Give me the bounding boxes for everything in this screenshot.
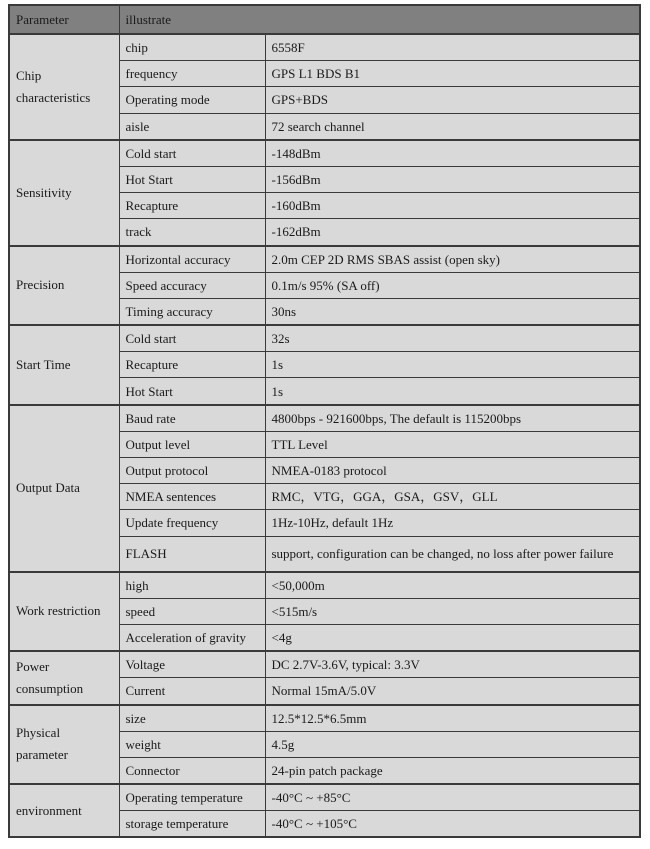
row-label: aisle xyxy=(119,113,265,140)
row-label: weight xyxy=(119,731,265,757)
row-value: -160dBm xyxy=(265,193,640,219)
row-label: Operating temperature xyxy=(119,784,265,811)
row-label: Output protocol xyxy=(119,458,265,484)
group-output-data: Output Data xyxy=(9,405,119,572)
group-physical-parameter: Physical parameter xyxy=(9,705,119,785)
row-value: 24-pin patch package xyxy=(265,757,640,784)
row-value: <4g xyxy=(265,624,640,651)
row-value: -40°C ~ +105°C xyxy=(265,811,640,838)
row-value: 1s xyxy=(265,352,640,378)
row-label: storage temperature xyxy=(119,811,265,838)
row-label: Hot Start xyxy=(119,378,265,405)
row-label: Cold start xyxy=(119,140,265,167)
row-value: -40°C ~ +85°C xyxy=(265,784,640,811)
row-label: Voltage xyxy=(119,651,265,678)
row-label: Baud rate xyxy=(119,405,265,432)
row-value: 32s xyxy=(265,325,640,352)
group-power-consumption: Power consumption xyxy=(9,651,119,704)
row-value: GPS L1 BDS B1 xyxy=(265,61,640,87)
row-label: Recapture xyxy=(119,193,265,219)
row-value: -162dBm xyxy=(265,219,640,246)
row-value: 4800bps - 921600bps, The default is 115200bps xyxy=(265,405,640,432)
header-parameter: Parameter xyxy=(9,5,119,34)
table-row xyxy=(9,572,640,599)
group-work-restriction: Work restriction xyxy=(9,572,119,652)
table-row xyxy=(9,705,640,732)
row-label: size xyxy=(119,705,265,732)
row-value: GPS+BDS xyxy=(265,87,640,113)
row-value: support, configuration can be changed, no loss after power failure xyxy=(265,536,640,572)
row-label: Horizontal accuracy xyxy=(119,246,265,273)
row-value: 6558F xyxy=(265,34,640,61)
row-value: 0.1m/s 95% (SA off) xyxy=(265,272,640,298)
row-label: Acceleration of gravity xyxy=(119,624,265,651)
row-label: Output level xyxy=(119,431,265,457)
row-value: 72 search channel xyxy=(265,113,640,140)
row-value: 2.0m CEP 2D RMS SBAS assist (open sky) xyxy=(265,246,640,273)
group-chip-characteristics: Chip characteristics xyxy=(9,34,119,140)
row-label: FLASH xyxy=(119,536,265,572)
row-label: Cold start xyxy=(119,325,265,352)
table-row xyxy=(9,325,640,352)
row-label: Speed accuracy xyxy=(119,272,265,298)
header-illustrate: illustrate xyxy=(119,5,640,34)
header-row xyxy=(9,5,640,34)
table-row xyxy=(9,651,640,678)
row-value: 4.5g xyxy=(265,731,640,757)
row-value: DC 2.7V-3.6V, typical: 3.3V xyxy=(265,651,640,678)
row-label: chip xyxy=(119,34,265,61)
row-value: NMEA-0183 protocol xyxy=(265,458,640,484)
row-value: 12.5*12.5*6.5mm xyxy=(265,705,640,732)
row-label: Timing accuracy xyxy=(119,298,265,325)
group-sensitivity: Sensitivity xyxy=(9,140,119,246)
row-label: high xyxy=(119,572,265,599)
row-value: TTL Level xyxy=(265,431,640,457)
table-row xyxy=(9,784,640,811)
table-row xyxy=(9,140,640,167)
group-precision: Precision xyxy=(9,246,119,326)
row-value: -148dBm xyxy=(265,140,640,167)
row-label: Current xyxy=(119,678,265,705)
row-value: 1s xyxy=(265,378,640,405)
row-label: speed xyxy=(119,598,265,624)
row-label: Hot Start xyxy=(119,166,265,192)
table-row xyxy=(9,34,640,61)
row-label: frequency xyxy=(119,61,265,87)
table-row xyxy=(9,405,640,432)
row-label: Operating mode xyxy=(119,87,265,113)
row-value: 1Hz-10Hz, default 1Hz xyxy=(265,510,640,536)
spec-table xyxy=(8,4,641,838)
group-start-time: Start Time xyxy=(9,325,119,405)
row-label: track xyxy=(119,219,265,246)
row-value: -156dBm xyxy=(265,166,640,192)
row-value: Normal 15mA/5.0V xyxy=(265,678,640,705)
row-value: <50,000m xyxy=(265,572,640,599)
row-value: <515m/s xyxy=(265,598,640,624)
row-label: Recapture xyxy=(119,352,265,378)
row-label: Update frequency xyxy=(119,510,265,536)
row-value: RMC，VTG，GGA，GSA，GSV，GLL xyxy=(265,484,640,510)
group-environment: environment xyxy=(9,784,119,837)
row-label: Connector xyxy=(119,757,265,784)
row-value: 30ns xyxy=(265,298,640,325)
table-row xyxy=(9,246,640,273)
row-label: NMEA sentences xyxy=(119,484,265,510)
